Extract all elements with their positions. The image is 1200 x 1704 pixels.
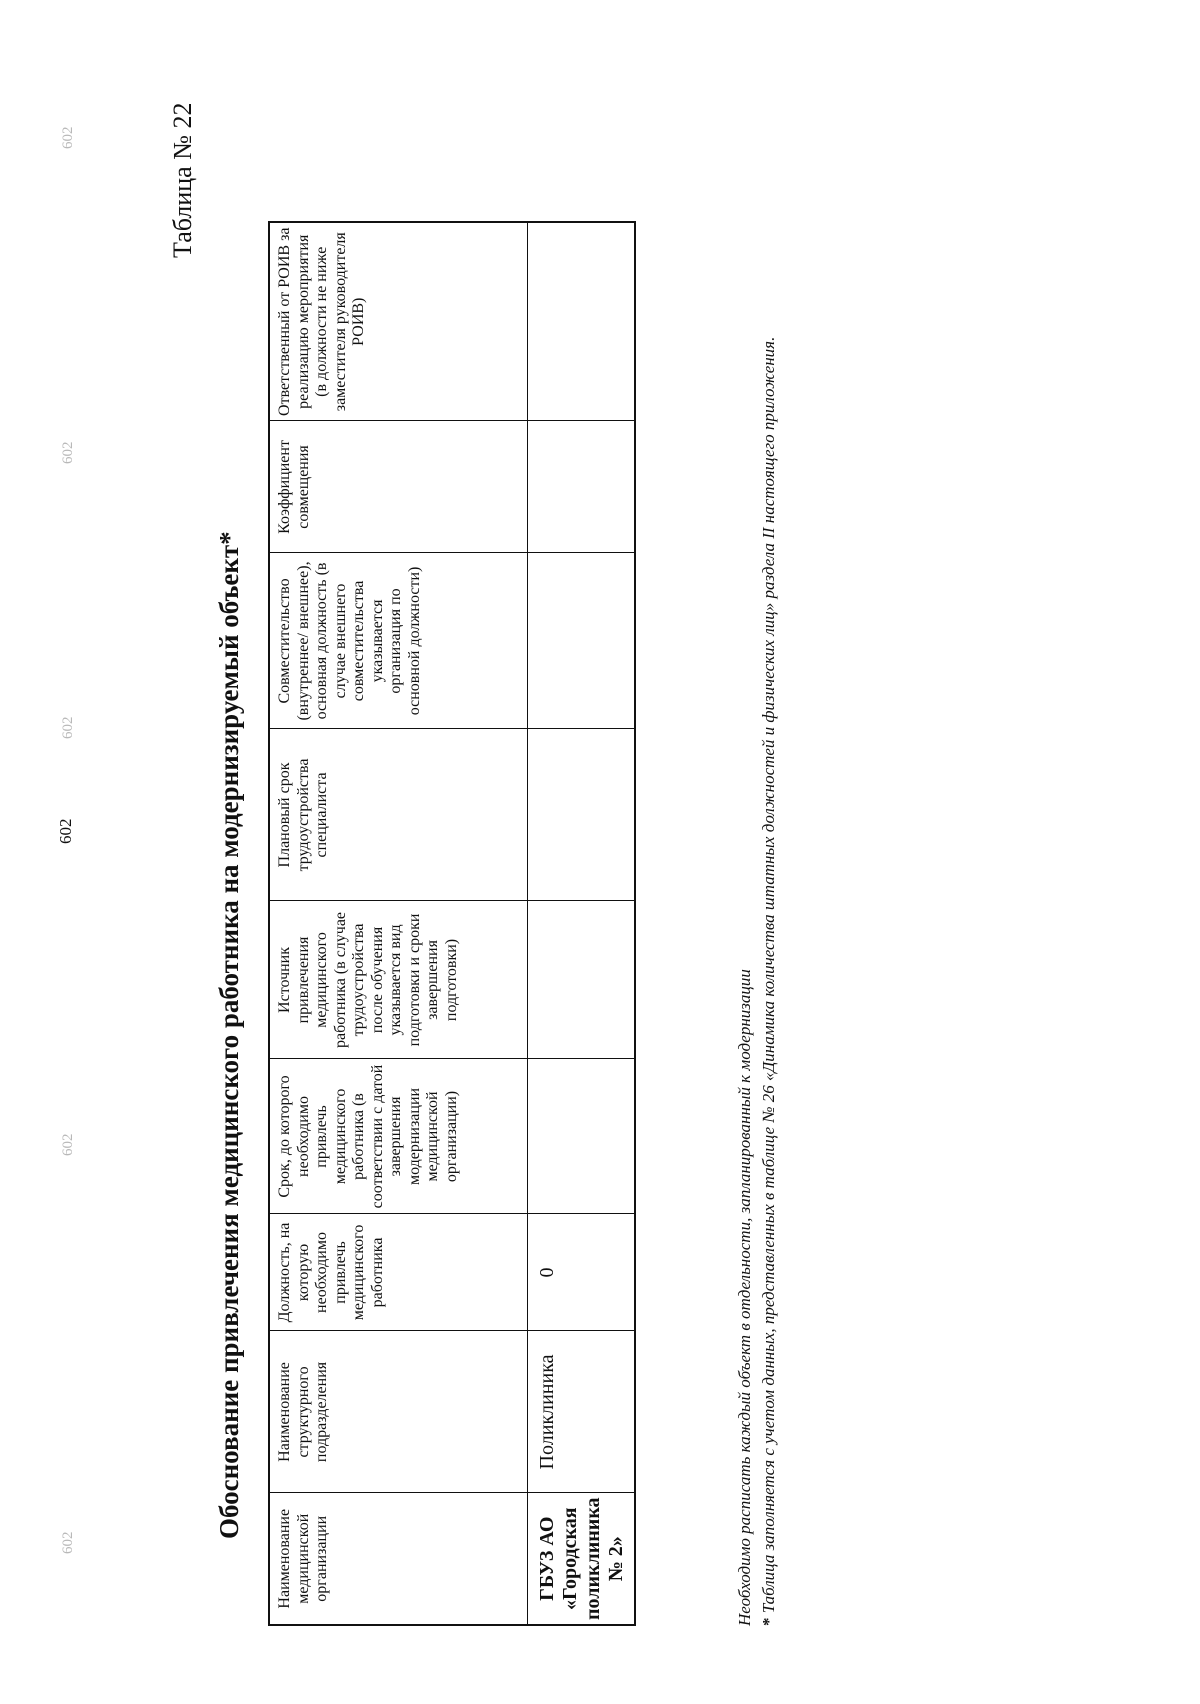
scan-artifact-number: 602 xyxy=(60,716,76,739)
footnote-marker: * xyxy=(759,1617,778,1626)
table-number-label: Таблица № 22 xyxy=(168,102,197,258)
table-footnote xyxy=(758,106,780,1626)
column-header: Наименование структурного подразделения xyxy=(269,1331,527,1493)
column-header: Совместительство (внутреннее/ внешнее), основная должность (в случае внешнего совместительства указывается организация по основной должности) xyxy=(269,553,527,729)
scan-artifact-number: 602 xyxy=(60,1133,76,1156)
table-cell-position: 0 xyxy=(527,1214,635,1331)
column-header: Наименование медицинской организации xyxy=(269,1493,527,1625)
table-header-row xyxy=(269,222,527,1625)
table-cell xyxy=(527,421,635,553)
document-title: Обоснование привлечения медицинского работника на модернизируемый объект* xyxy=(214,531,244,1539)
footnote-text: Таблица заполняется с учетом данных, представленных в таблице № 26 «Динамика количества штатных должностей и физических лиц» раздела II настоящего приложения. xyxy=(759,336,778,1614)
table-cell xyxy=(527,1059,635,1214)
table-cell xyxy=(527,553,635,729)
data-table xyxy=(268,221,636,1626)
instruction-note: Необходимо расписать каждый объект в отдельности, запланированный к модернизации xyxy=(735,969,754,1626)
scan-artifact-number: 602 xyxy=(60,126,76,149)
table-cell xyxy=(527,222,635,421)
column-header: Срок, до которого необходимо привлечь медицинского работника (в соответствии с датой завершения модернизации медицинской организации) xyxy=(269,1059,527,1214)
column-header: Источник привлечения медицинского работника (в случае трудоустройства после обучения указывается вид подготовки и сроки завершения подготовки) xyxy=(269,901,527,1059)
column-header: Плановый срок трудоустройства специалиста xyxy=(269,729,527,901)
table-cell-subdivision: Поликлиника xyxy=(527,1331,635,1493)
page-number: 602 xyxy=(56,818,75,844)
scan-artifact-number: 602 xyxy=(60,441,76,464)
column-header: Должность, на которую необходимо привлечь медицинского работника xyxy=(269,1214,527,1331)
table-cell xyxy=(527,729,635,901)
column-header: Коэффициент совмещения xyxy=(269,421,527,553)
scan-artifact-number: 602 xyxy=(60,1531,76,1554)
table-row xyxy=(527,222,635,1625)
table-cell-organization: ГБУЗ АО «Городская поликлиника № 2» xyxy=(527,1493,635,1625)
table-cell xyxy=(527,901,635,1059)
column-header: Ответственный от РОИВ за реализацию мероприятия (в должности не ниже заместителя руководителя РОИВ) xyxy=(269,222,527,421)
